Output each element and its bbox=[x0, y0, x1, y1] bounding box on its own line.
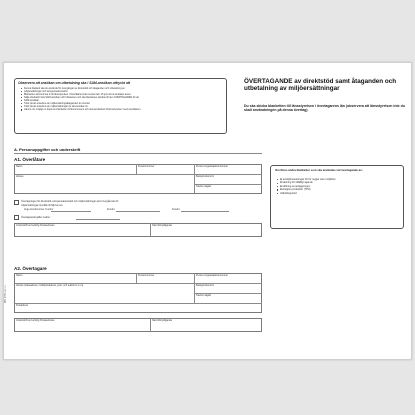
a1-kundnr-label-a: Ange kundnummer: Kundnr bbox=[24, 208, 54, 211]
a1-person-org-input[interactable] bbox=[196, 167, 260, 173]
info-box bbox=[14, 78, 227, 134]
info-box-item: Lämna om möjligt en kopia av blanketten till kommunens och denna blankett till länsstyrelsen med överlåtaren. bbox=[21, 108, 225, 111]
a2-signature-input[interactable] bbox=[16, 322, 148, 331]
a1-inheritance-line1: Övertagningen för direktstöd, kompensationsstöd och miljöersättningar samt övergående för bbox=[21, 200, 119, 203]
a1-kundnr-input-b[interactable] bbox=[116, 211, 160, 212]
a2-phone-input[interactable] bbox=[196, 296, 260, 302]
side-info-box bbox=[270, 165, 404, 229]
a2-bankgiro-input[interactable] bbox=[196, 286, 260, 292]
form-subtitle: Du ska skicka blanketten till länsstyrelsen i övertagarens län (observera att länsstyrelsen inte du skall användningen på denna övertag) bbox=[244, 104, 405, 113]
a1-name-clarification-label: Namnförtydligande bbox=[152, 224, 173, 227]
side-info-heading: Om Reno andra blanketter som ska användas vid övertagande av: bbox=[275, 168, 363, 172]
a1-kundnr-input-c[interactable] bbox=[181, 211, 229, 212]
a2-name-label: Namn bbox=[16, 274, 23, 277]
a2-name-input[interactable] bbox=[16, 276, 134, 282]
info-box-list bbox=[21, 87, 225, 111]
a1-signature-input[interactable] bbox=[16, 227, 148, 236]
side-info-list bbox=[277, 178, 401, 195]
a2-address-label: Adress (Gatuadress, mobilpostadress, post- och telefonnr m.m) bbox=[16, 284, 84, 287]
info-box-item: SAM-ansökan. bbox=[21, 99, 225, 102]
form-title: ÖVERTAGANDE av direktstöd samt åtaganden och utbetalning av miljöersättningar bbox=[244, 78, 397, 93]
side-info-item: Vallodlingsstöd bbox=[277, 192, 401, 195]
a1-name-clarification-input[interactable] bbox=[152, 227, 260, 236]
a2-postal-input[interactable] bbox=[16, 306, 260, 312]
a1-agreement-input[interactable] bbox=[76, 219, 120, 220]
a1-person-org-label: Person-/organisationsnummer bbox=[196, 165, 229, 168]
info-box-item: Blanketten ska komma in till länsstyrelsen i Överlåtarens län senast den 15 juni det år ansökan avser. bbox=[21, 93, 225, 96]
info-box-item: Denna blankett ska du använda för övergångar av direktstöd och åtaganden och utbetalning av bbox=[21, 87, 225, 90]
a1-agreement-checkbox[interactable] bbox=[14, 215, 19, 220]
form-page bbox=[3, 62, 412, 360]
a2-postal-label: Postadress bbox=[16, 304, 28, 307]
info-box-item: Tänk på att anteckna de miljöersättningar du ska ansöka om. bbox=[21, 105, 225, 108]
a2-bankgiro-label: Bankgiro/kontonr bbox=[196, 284, 215, 287]
a1-inheritance-line2: miljöersättningar överlåts till följd av arv bbox=[21, 203, 63, 207]
a1-phone-input[interactable] bbox=[196, 187, 260, 193]
info-box-item: miljöersättningar och kompensationsstöd. bbox=[21, 90, 225, 93]
side-info-item: Ersättning av anläggningen bbox=[277, 185, 401, 188]
section-a-rule bbox=[14, 153, 262, 154]
side-info-item: Ej avslöjsbeslutningar för för reggar samt miljöföre bbox=[277, 178, 401, 181]
a2-phone-label: Telefon dagtid bbox=[196, 294, 211, 297]
a1-address-label: Adress bbox=[16, 175, 24, 178]
a1-kundnr-input-a[interactable] bbox=[51, 211, 91, 212]
a1-bankgiro-input[interactable] bbox=[196, 177, 260, 183]
a1-personnummer-label: Personnummer bbox=[138, 165, 155, 168]
a2-personnummer-input[interactable] bbox=[138, 276, 192, 282]
a1-kundnr-label-b: Kundnr bbox=[107, 208, 115, 211]
a2-address-input[interactable] bbox=[16, 286, 192, 302]
a1-personnummer-input[interactable] bbox=[138, 167, 192, 173]
info-box-item: Tänk på att anteckna de miljöersättningsåtaganden du övertar. bbox=[21, 102, 225, 105]
a1-inheritance-checkbox[interactable] bbox=[14, 200, 19, 205]
a1-agreement-label: Överlagsavtal gäller mellan: bbox=[21, 216, 51, 219]
a1-name-input[interactable] bbox=[16, 167, 134, 173]
a2-name-clarification-input[interactable] bbox=[152, 322, 260, 331]
info-box-item: Sälja direktstöd ska SAM-ansökan och blanketten och ska blanketten skickas till den ÖVERTAGAREN för att bbox=[21, 96, 225, 99]
info-box-heading: Observera att ansökan om utbetalning ska i SAM-ansökan uttryckt att bbox=[18, 81, 131, 85]
a2-person-org-label: Person-/organisationsnummer bbox=[196, 274, 229, 277]
section-a2-heading: A2. Övertagare bbox=[14, 266, 47, 271]
a1-address-input[interactable] bbox=[16, 177, 192, 193]
a2-personnummer-label: Personnummer bbox=[138, 274, 155, 277]
a1-kundnr-label-c: Kundnr bbox=[172, 208, 180, 211]
a1-name-label: Namn bbox=[16, 165, 23, 168]
section-a-heading: A. Personuppgifter och underskrift bbox=[14, 147, 81, 152]
section-a1-heading: A1. Överlåtare bbox=[14, 157, 46, 162]
a2-name-clarification-label: Namnförtydligande bbox=[152, 319, 173, 322]
side-info-item: Ersättning för tillfälligt ägande bbox=[277, 181, 401, 184]
a2-signature-label: Underskrift av behörig firmatecknare bbox=[16, 319, 55, 322]
a1-phone-label: Telefon dagtid bbox=[196, 185, 211, 188]
form-code: JBV 0150 ver 1.1 bbox=[5, 285, 7, 303]
side-info-item: Ekologisk produktion (TPN) bbox=[277, 188, 401, 191]
a1-bankgiro-label: Bankgiro/kontonr bbox=[196, 175, 215, 178]
a1-signature-label: Underskrift av behörig firmatecknare bbox=[16, 224, 55, 227]
a2-person-org-input[interactable] bbox=[196, 276, 260, 282]
